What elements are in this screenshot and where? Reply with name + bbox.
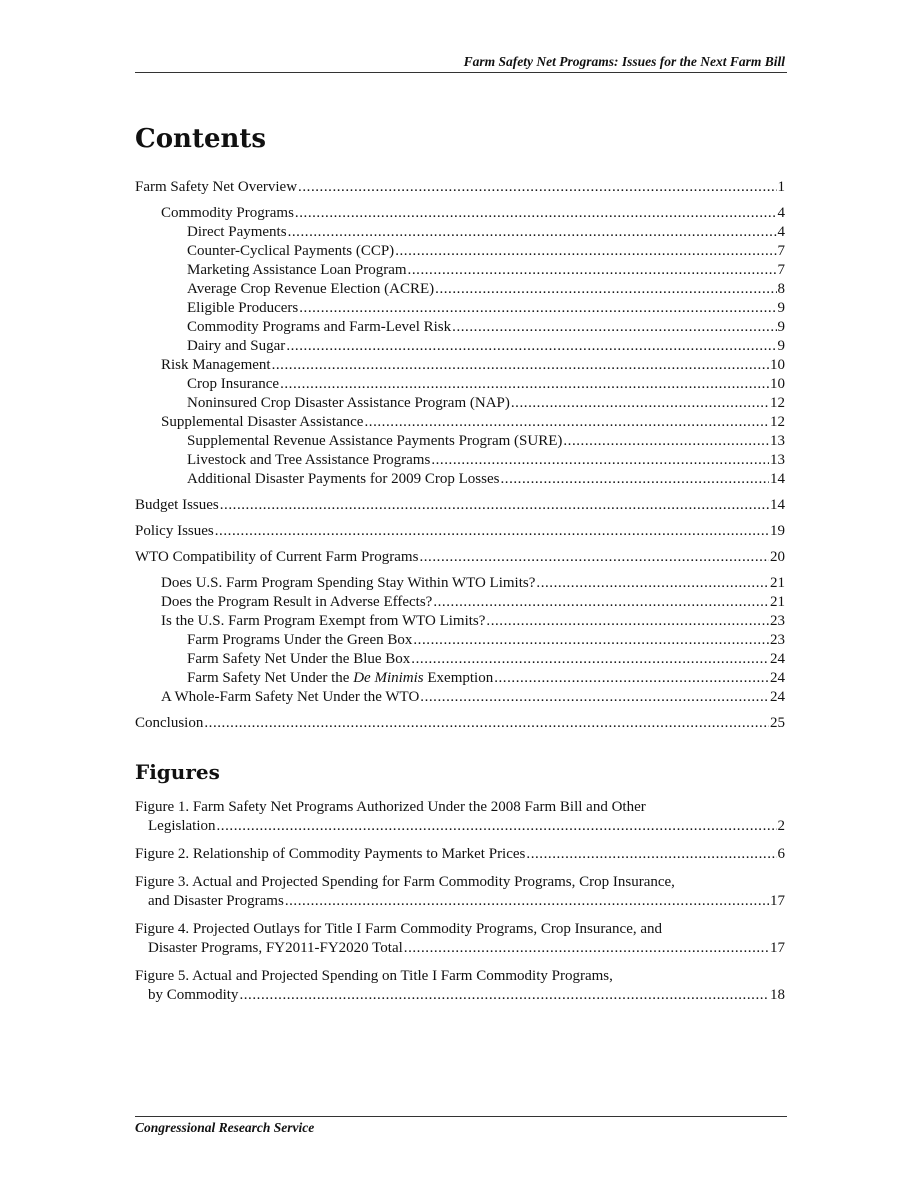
- footer-rule: [135, 1116, 787, 1117]
- toc-entry-risk-management[interactable]: Risk Management . . . 10: [135, 356, 785, 375]
- toc-entry-wto-limits[interactable]: Does U.S. Farm Program Spending Stay Within WTO Limits? . . . 21: [135, 574, 785, 593]
- running-header: Farm Safety Net Programs: Issues for the Next Farm Bill: [463, 54, 785, 69]
- toc-entry-dairy-and-sugar[interactable]: Dairy and Sugar . . . 9: [135, 337, 785, 356]
- header-rule: [135, 72, 787, 73]
- toc-entry-sure[interactable]: Supplemental Revenue Assistance Payments Program (SURE) . . . 13: [135, 432, 785, 451]
- toc-entry-marketing-assistance-loan[interactable]: Marketing Assistance Loan Program . . . 7: [135, 261, 785, 280]
- toc-entry-direct-payments[interactable]: Direct Payments . . . 4: [135, 223, 785, 242]
- toc-entry-exempt-from-wto[interactable]: Is the U.S. Farm Program Exempt from WTO Limits? . . . 23: [135, 612, 785, 631]
- toc-entry-adverse-effects[interactable]: Does the Program Result in Adverse Effects? . . . 21: [135, 593, 785, 612]
- toc-entry-eligible-producers[interactable]: Eligible Producers . . . 9: [135, 299, 785, 318]
- toc-entry-farm-level-risk[interactable]: Commodity Programs and Farm-Level Risk . . . 9: [135, 318, 785, 337]
- toc-entry-supplemental-disaster-assistance[interactable]: Supplemental Disaster Assistance . . . 12: [135, 413, 785, 432]
- figure-entry-5[interactable]: Figure 5. Actual and Projected Spending on Title I Farm Commodity Programs, by Commodity . . . 18: [135, 967, 785, 1005]
- figure-entry-2[interactable]: Figure 2. Relationship of Commodity Payments to Market Prices . . . 6: [135, 845, 785, 864]
- toc-entry-policy-issues[interactable]: Policy Issues . . . 19: [135, 522, 785, 541]
- toc-entry-crop-insurance[interactable]: Crop Insurance . . . 10: [135, 375, 785, 394]
- toc-entry-whole-farm-safety-net[interactable]: A Whole-Farm Safety Net Under the WTO . . . 24: [135, 688, 785, 707]
- figures-title: Figures: [135, 760, 220, 784]
- toc-entry-wto-compatibility[interactable]: WTO Compatibility of Current Farm Programs . . . 20: [135, 548, 785, 567]
- list-of-figures: [135, 798, 785, 1014]
- figure-entry-4[interactable]: Figure 4. Projected Outlays for Title I Farm Commodity Programs, Crop Insurance, and Disaster Programs, FY2011-FY2020 Total . . . 17: [135, 920, 785, 958]
- toc-entry-nap[interactable]: Noninsured Crop Disaster Assistance Program (NAP) . . . 12: [135, 394, 785, 413]
- toc-entry-additional-disaster-payments[interactable]: Additional Disaster Payments for 2009 Crop Losses . . . 14: [135, 470, 785, 489]
- toc-entry-farm-safety-net-overview[interactable]: Farm Safety Net Overview . . . 1: [135, 178, 785, 197]
- toc-entry-blue-box[interactable]: Farm Safety Net Under the Blue Box . . . 24: [135, 650, 785, 669]
- toc-entry-commodity-programs[interactable]: Commodity Programs . . . 4: [135, 204, 785, 223]
- table-of-contents: [135, 178, 785, 733]
- toc-entry-conclusion[interactable]: Conclusion . . . 25: [135, 714, 785, 733]
- figure-entry-1[interactable]: Figure 1. Farm Safety Net Programs Authorized Under the 2008 Farm Bill and Other Legislation . . . 2: [135, 798, 785, 836]
- toc-entry-de-minimis[interactable]: Farm Safety Net Under the De Minimis Exemption . . . 24: [135, 669, 785, 688]
- running-footer: Congressional Research Service: [135, 1120, 315, 1135]
- toc-entry-acre[interactable]: Average Crop Revenue Election (ACRE) . . . 8: [135, 280, 785, 299]
- figure-entry-3[interactable]: Figure 3. Actual and Projected Spending for Farm Commodity Programs, Crop Insurance, and Disaster Programs . . . 17: [135, 873, 785, 911]
- toc-entry-livestock-tree[interactable]: Livestock and Tree Assistance Programs . . . 13: [135, 451, 785, 470]
- toc-entry-green-box[interactable]: Farm Programs Under the Green Box . . . 23: [135, 631, 785, 650]
- toc-entry-counter-cyclical-payments[interactable]: Counter-Cyclical Payments (CCP) . . . 7: [135, 242, 785, 261]
- contents-title: Contents: [135, 124, 267, 154]
- toc-entry-budget-issues[interactable]: Budget Issues . . . 14: [135, 496, 785, 515]
